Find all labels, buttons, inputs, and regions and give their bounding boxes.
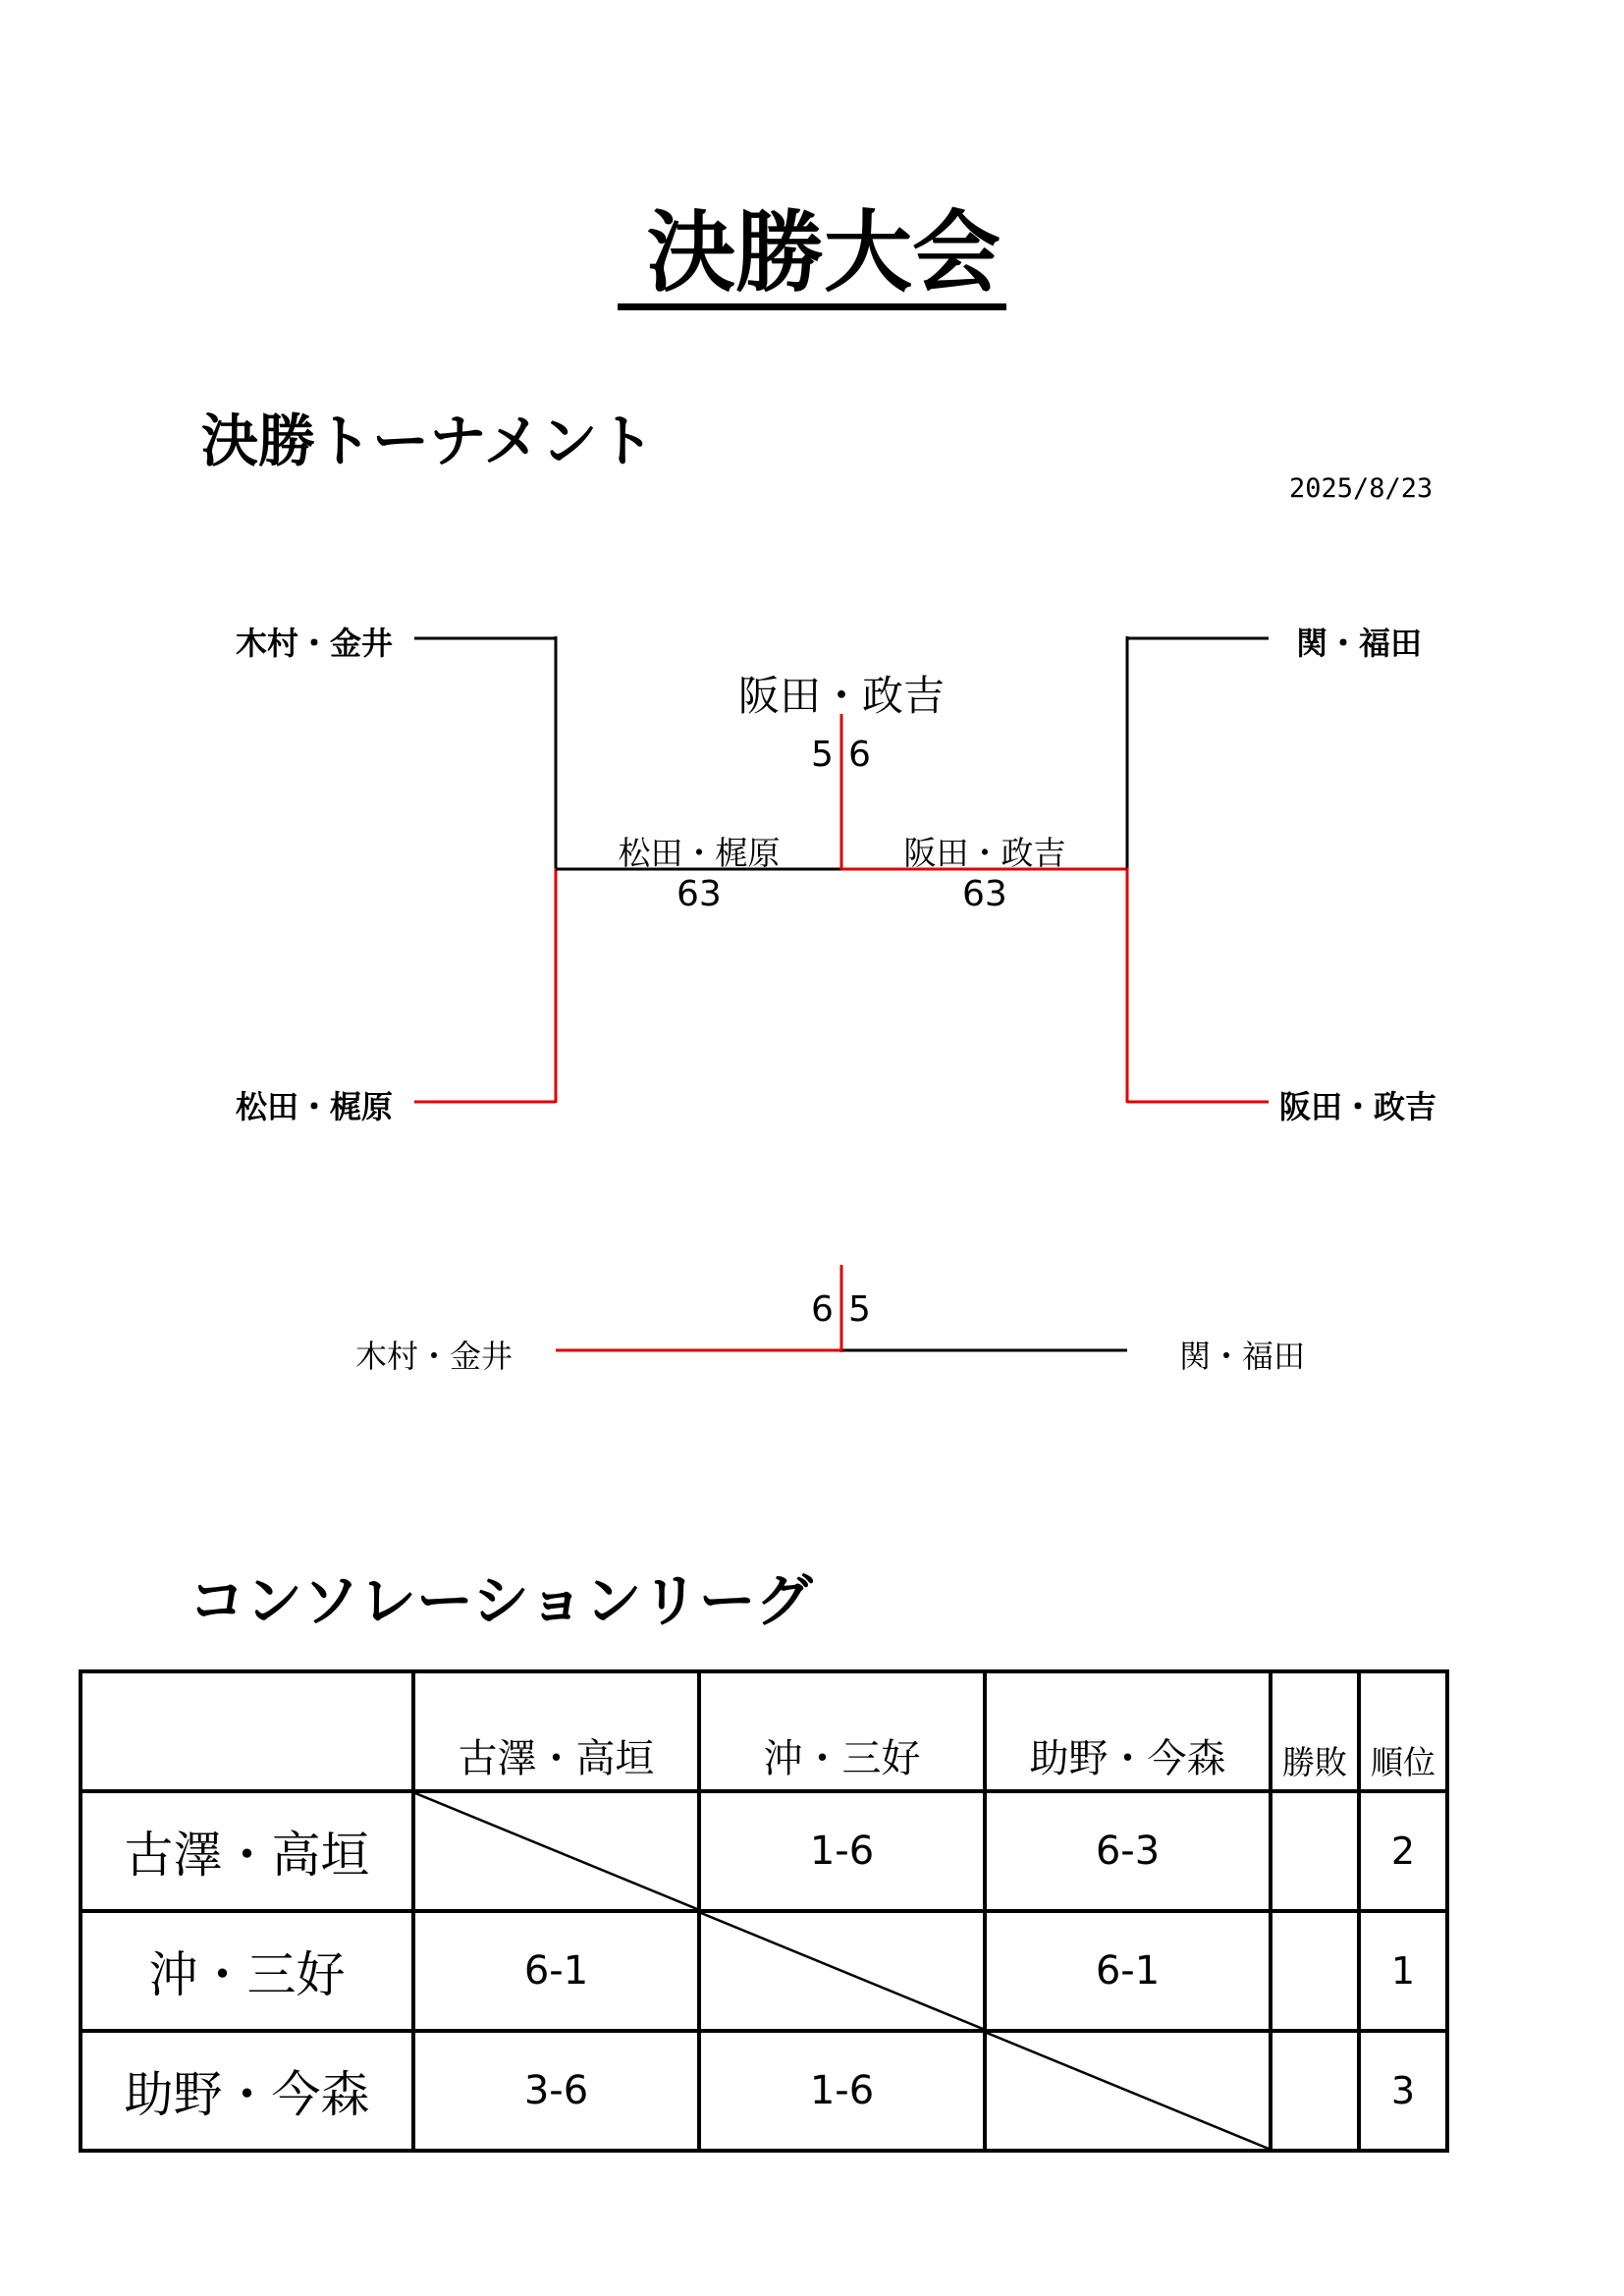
semi-right-score: 63	[962, 874, 1007, 914]
league-cell-rank: 2	[1359, 1791, 1447, 1911]
league-col-header: 古澤・高垣	[413, 1671, 699, 1791]
league-cell: 3-6	[413, 2031, 699, 2151]
league-table	[79, 1669, 1449, 2153]
final-score-left: 5	[811, 735, 834, 775]
league-corner-cell	[81, 1671, 413, 1791]
tournament-date: 2025/8/23	[1289, 473, 1434, 504]
league-cell: 1-6	[699, 1791, 985, 1911]
league-cell: 6-1	[985, 1911, 1271, 2031]
semi-right-winner: 阪田・政吉	[903, 834, 1066, 872]
semi-left-winner: 松田・梶原	[618, 834, 781, 872]
league-cell-rank: 3	[1359, 2031, 1447, 2151]
league-col-header: 助野・今森	[985, 1671, 1271, 1791]
third-team-right: 関・福田	[1179, 1338, 1306, 1375]
league-cell: 6-1	[413, 1911, 699, 2031]
semi-left-score: 63	[677, 874, 722, 914]
table-row	[81, 1791, 1447, 1911]
league-cell-winloss	[1271, 1911, 1359, 2031]
table-row	[81, 2031, 1447, 2151]
third-score-left: 6	[811, 1289, 834, 1330]
champion-label: 阪田・政吉	[737, 672, 945, 720]
league-col-header: 沖・三好	[699, 1671, 985, 1791]
league-cell-self	[699, 1911, 985, 2031]
bracket-team-right-top: 関・福田	[1296, 625, 1423, 662]
league-cell: 6-3	[985, 1791, 1271, 1911]
league-heading: コンソレーションリーグ	[189, 1567, 813, 1634]
bracket-team-left-top: 木村・金井	[236, 625, 394, 662]
league-row-team: 古澤・高垣	[81, 1791, 413, 1911]
league-cell-self	[413, 1791, 699, 1911]
league-header-row	[81, 1671, 1447, 1791]
page-title: 決勝大会	[0, 201, 1624, 310]
league-row-team: 沖・三好	[81, 1911, 413, 2031]
bracket-team-left-bottom: 松田・梶原	[236, 1088, 394, 1125]
table-row	[81, 1911, 1447, 2031]
league-col-header-rank: 順位	[1359, 1671, 1447, 1791]
league-col-header-winloss: 勝敗	[1271, 1671, 1359, 1791]
bracket-team-right-bottom: 阪田・政吉	[1279, 1088, 1437, 1125]
final-score-right: 6	[848, 735, 871, 775]
league-cell-winloss	[1271, 1791, 1359, 1911]
third-team-left: 木村・金井	[355, 1338, 514, 1375]
league-cell-self	[985, 2031, 1271, 2151]
tournament-heading: 決勝トーナメント	[201, 408, 655, 474]
league-cell: 1-6	[699, 2031, 985, 2151]
third-score-right: 5	[848, 1289, 871, 1330]
league-cell-rank: 1	[1359, 1911, 1447, 2031]
league-row-team: 助野・今森	[81, 2031, 413, 2151]
league-cell-winloss	[1271, 2031, 1359, 2151]
